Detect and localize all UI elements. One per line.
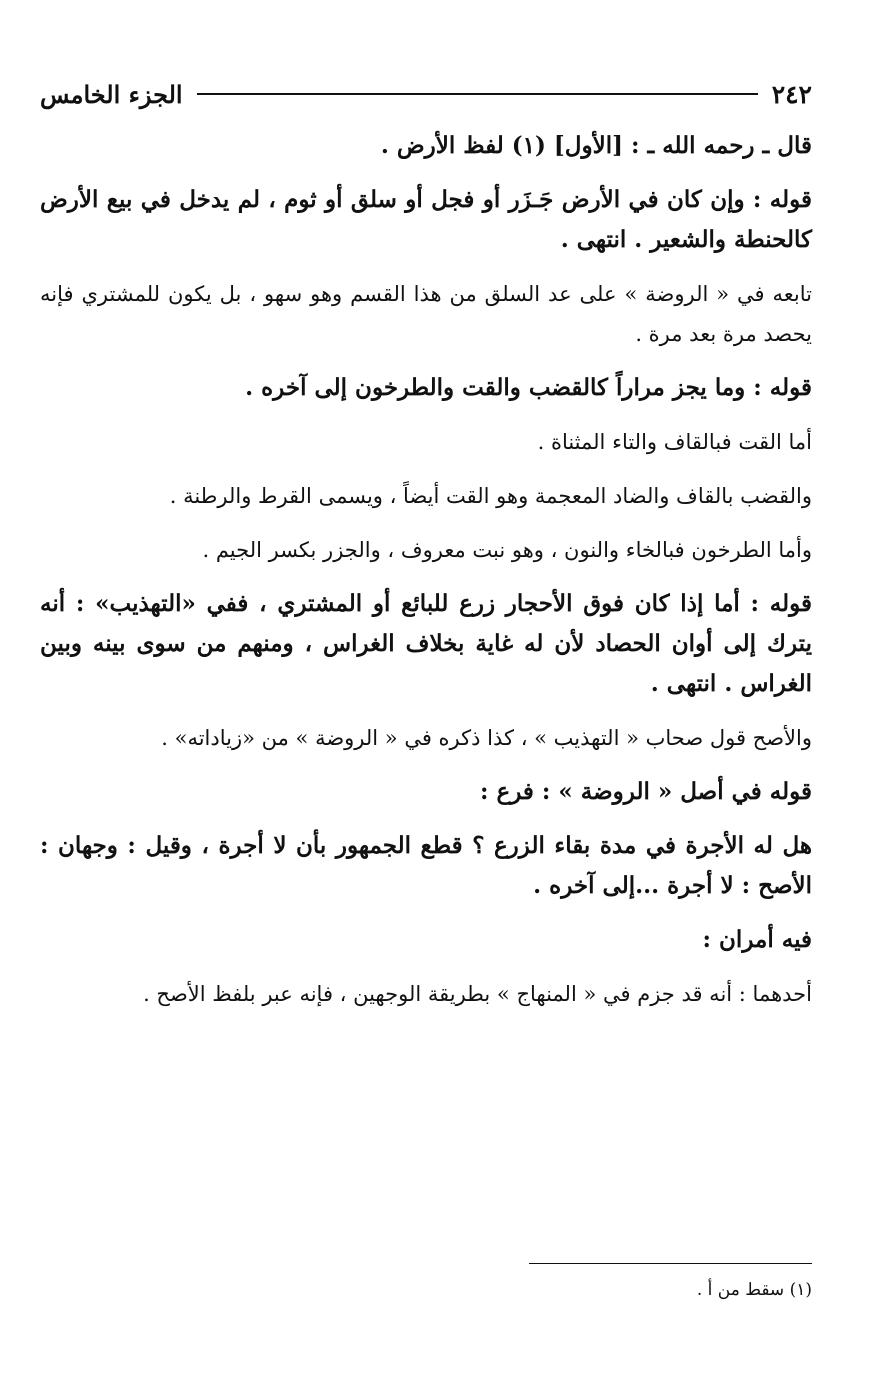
running-title: الجزء الخامس [40, 79, 183, 109]
paragraph: أما القت فبالقاف والتاء المثناة . [537, 430, 812, 454]
footnote-rule [529, 1263, 812, 1264]
paragraph: قوله : وإن كان في الأرض جَـزَر أو فجل أو سلق أو ثوم ، لم يدخل في بيع الأرض كالحنطة والشعير . انتهى . [40, 186, 812, 253]
paragraph: هل له الأجرة في مدة بقاء الزرع ؟ قطع الجمهور بأن لا أجرة ، وقيل : وجهان : الأصح : لا أجرة ...إلى آخره . [40, 832, 812, 899]
paragraph: قوله : أما إذا كان فوق الأحجار زرع للبائع أو المشتري ، ففي «التهذيب» : أنه يترك إلى أوان الحصاد لأن له غاية بخلاف الغراس ، ومنهم من سوى بينه وبين الغراس . انتهى . [40, 590, 812, 697]
header-rule [197, 93, 758, 95]
page-number: ٢٤٢ [771, 79, 812, 109]
page-body [40, 126, 812, 1014]
page [40, 72, 812, 1028]
paragraph: فيه أمران : [702, 926, 812, 953]
paragraph: والأصح قول صحاب « التهذيب » ، كذا ذكره في « الروضة » من «زياداته» . [161, 726, 812, 750]
paragraph: وأما الطرخون فبالخاء والنون ، وهو نبت معروف ، والجزر بكسر الجيم . [202, 538, 812, 562]
paragraph: قوله : وما يجز مراراً كالقضب والقت والطرخون إلى آخره . [245, 374, 812, 401]
footnote: (١) سقط من أ . [696, 1280, 812, 1300]
paragraph: قال ـ رحمه الله ـ : [الأول] (١) لفظ الأرض . [380, 132, 812, 159]
paragraph: قوله في أصل « الروضة » : فرع : [480, 778, 812, 805]
page-header [40, 72, 812, 116]
paragraph: أحدهما : أنه قد جزم في « المنهاج » بطريقة الوجهين ، فإنه عبر بلفظ الأصح . [143, 982, 812, 1006]
paragraph: تابعه في « الروضة » على عد السلق من هذا القسم وهو سهو ، بل يكون للمشتري فإنه يحصد مرة بعد مرة . [40, 282, 812, 346]
paragraph: والقضب بالقاف والضاد المعجمة وهو القت أيضاً ، ويسمى القرط والرطنة . [169, 484, 812, 508]
